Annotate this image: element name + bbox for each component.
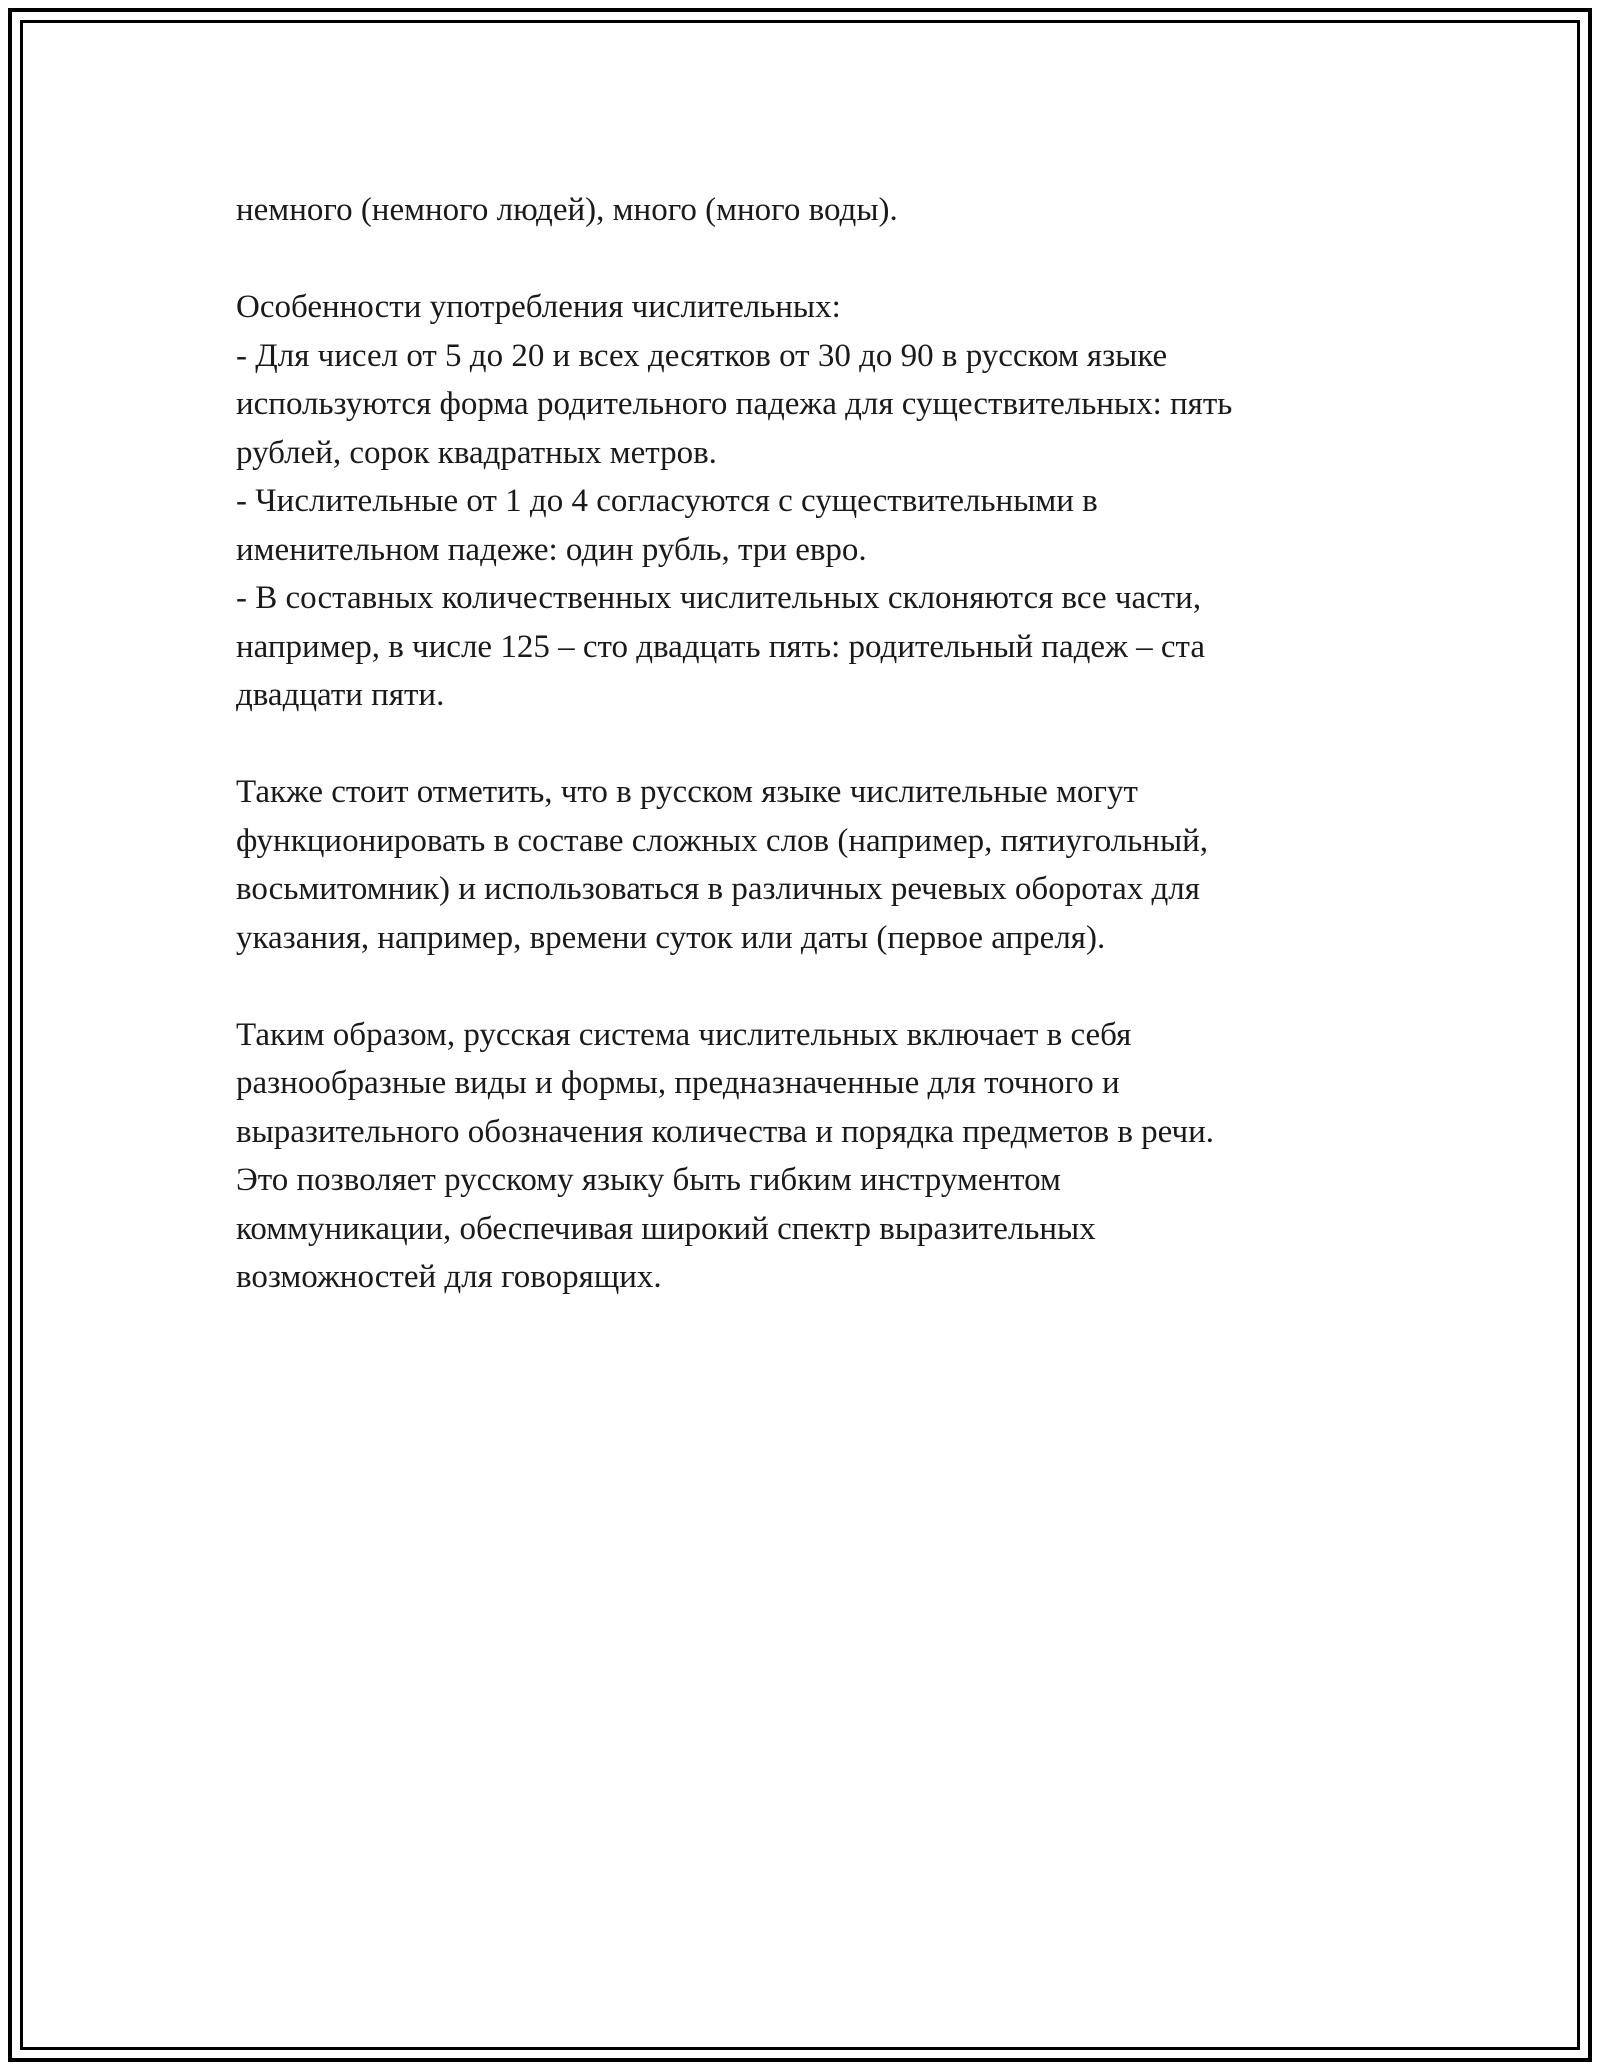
text-line: немного (немного людей), много (много воды). <box>236 192 898 228</box>
text-line: выразительного обозначения количества и порядка предметов в речи. <box>236 1113 1214 1150</box>
text-line: Особенности употребления числительных: <box>236 289 841 325</box>
text-line: именительном падеже: один рубль, три евро. <box>236 531 867 568</box>
paragraph-gap <box>236 962 1396 1011</box>
paragraph <box>236 186 1396 235</box>
text-line: функционировать в составе сложных слов (например, пятиугольный, <box>236 822 1209 859</box>
paragraph <box>236 283 1396 720</box>
text-line: рублей, сорок квадратных метров. <box>236 434 717 471</box>
text-line: двадцати пяти. <box>236 677 445 713</box>
paragraph <box>236 768 1396 962</box>
paragraph-gap <box>236 235 1396 284</box>
paragraph <box>236 1011 1396 1302</box>
text-line: - Для чисел от 5 до 20 и всех десятков от 30 до 90 в русском языке <box>236 337 1168 374</box>
text-line: разнообразные виды и формы, предназначенные для точного и <box>236 1065 1120 1101</box>
document-body <box>236 186 1396 1302</box>
text-line: Таким образом, русская система числительных включает в себя <box>236 1016 1132 1053</box>
text-line: восьмитомник) и использоваться в различных речевых оборотах для <box>236 871 1200 907</box>
text-line: коммуникации, обеспечивая широкий спектр выразительных <box>236 1210 1096 1247</box>
text-line: - Числительные от 1 до 4 согласуются с существительными в <box>236 483 1098 519</box>
text-line: Это позволяет русскому языку быть гибким инструментом <box>236 1162 1061 1198</box>
text-line: - В составных количественных числительных склоняются все части, <box>236 580 1202 616</box>
text-line: используются форма родительного падежа для существительных: пять <box>236 386 1233 422</box>
paragraph-gap <box>236 720 1396 769</box>
text-line: указания, например, времени суток или даты (первое апреля). <box>236 919 1106 956</box>
text-line: возможностей для говорящих. <box>236 1259 662 1295</box>
text-line: Также стоит отметить, что в русском языке числительные могут <box>236 774 1138 810</box>
text-line: например, в числе 125 – сто двадцать пять: родительный падеж – ста <box>236 628 1205 665</box>
